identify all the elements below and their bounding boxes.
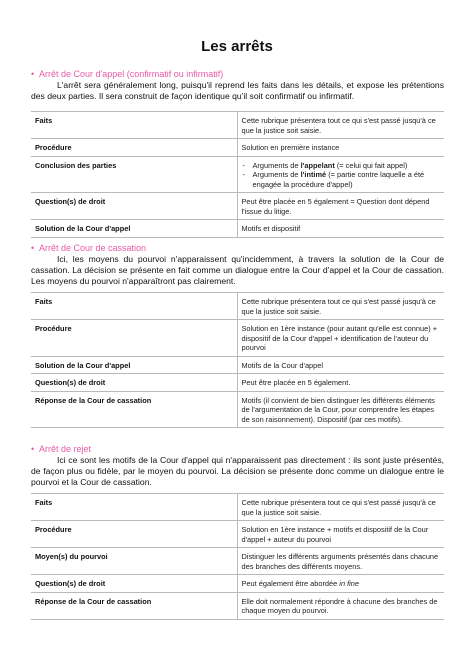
list-item: - Arguments de l'appelant (= celui qui fait appel) <box>242 161 441 171</box>
table-row <box>31 391 444 428</box>
bullet-icon: • <box>31 444 35 454</box>
row-label: Réponse de la Cour de cassation <box>31 592 237 619</box>
section-paragraph-arret-rejet: Ici ce sont les motifs de la Cour d'appel qui n'apparaissent pas directement : ils sont juste présentés, de façon plus ou fidèle, par le moyen du pourvoi. La décision se présente donc comme un dialogue entre le pourvoi et la Cour de cassation. <box>31 455 444 487</box>
table-row <box>31 156 444 193</box>
row-value: Peut être placée en 5 également. <box>237 374 444 392</box>
row-value: Cette rubrique présentera tout ce qui s'est passé jusqu'à ce que la justice soit saisie. <box>237 494 444 521</box>
row-label: Faits <box>31 112 237 139</box>
row-value: Solution en 1ère instance (pour autant qu'elle est connue) + dispositif de la Cour d'appel + identification de l'auteur du pourvoi <box>237 320 444 357</box>
table-row <box>31 374 444 392</box>
row-label: Procédure <box>31 320 237 357</box>
row-value: Distinguer les différents arguments présentés dans chacune des branches des différents moyens. <box>237 548 444 575</box>
table-row <box>31 592 444 619</box>
table-row <box>31 220 444 238</box>
table-row <box>31 494 444 521</box>
table-cour-appel <box>31 111 444 238</box>
row-value <box>237 156 444 193</box>
table-row <box>31 320 444 357</box>
bullet-icon: • <box>31 243 35 253</box>
table-row <box>31 548 444 575</box>
row-value: Peut également être abordée in fine <box>237 575 444 593</box>
row-label: Question(s) de droit <box>31 374 237 392</box>
section-heading-cour-cassation: • Arrêt de Cour de cassation <box>31 243 147 253</box>
section-paragraph-cour-cassation: Ici, les moyens du pourvoi n'apparaissent qu'incidemment, à travers la solution de la Cour de cassation. La décision se présente en fait comme un dialogue entre la Cour d'appel et la Cour de cassation. Les moyens du pourvoi n'apparaîtront pas clairement. <box>31 254 444 286</box>
row-value: Cette rubrique présentera tout ce qui s'est passé jusqu'à ce que la justice soit saisie. <box>237 293 444 320</box>
section-heading-arret-rejet: • Arrêt de rejet <box>31 444 92 454</box>
row-label: Solution de la Cour d'appel <box>31 356 237 374</box>
row-label: Faits <box>31 293 237 320</box>
page-title: Les arrêts <box>201 38 273 55</box>
table-row <box>31 521 444 548</box>
row-label: Réponse de la Cour de cassation <box>31 391 237 428</box>
row-label: Question(s) de droit <box>31 575 237 593</box>
row-value: Motifs de la Cour d'appel <box>237 356 444 374</box>
row-value: Peut être placée en 5 également = Question dont dépend l'issue du litige. <box>237 193 444 220</box>
table-cour-cassation <box>31 292 444 428</box>
row-value: Elle doit normalement répondre à chacune des branches de chaque moyen du pourvoi. <box>237 592 444 619</box>
row-label: Faits <box>31 494 237 521</box>
row-value: Motifs (il convient de bien distinguer les différents éléments de l'argumentation de la Cour, pour comprendre les étapes de son raisonnement). Dispositif (par ces motifs). <box>237 391 444 428</box>
row-label: Moyen(s) du pourvoi <box>31 548 237 575</box>
bullet-icon: • <box>31 69 35 79</box>
table-row <box>31 193 444 220</box>
table-arret-rejet <box>31 493 444 620</box>
row-label: Procédure <box>31 139 237 157</box>
table-row <box>31 356 444 374</box>
row-label: Solution de la Cour d'appel <box>31 220 237 238</box>
table-row <box>31 293 444 320</box>
table-row <box>31 139 444 157</box>
list-item: - Arguments de l'intimé (= partie contre laquelle a été engagée la procédure d'appel) <box>242 170 441 189</box>
table-row <box>31 112 444 139</box>
row-value: Cette rubrique présentera tout ce qui s'est passé jusqu'à ce que la justice soit saisie. <box>237 112 444 139</box>
section-paragraph-cour-appel: L'arrêt sera généralement long, puisqu'il reprend les faits dans les détails, et expose les prétentions des deux parties. Il sera construit de façon identique qu'il soit confirmatif ou infirmatif. <box>31 80 444 101</box>
row-label: Question(s) de droit <box>31 193 237 220</box>
row-value: Solution en première instance <box>237 139 444 157</box>
row-label: Conclusion des parties <box>31 156 237 193</box>
section-heading-cour-appel: • Arrêt de Cour d'appel (confirmatif ou infirmatif) <box>31 69 224 79</box>
table-row <box>31 575 444 593</box>
row-label: Procédure <box>31 521 237 548</box>
row-value: Motifs et dispositif <box>237 220 444 238</box>
arguments-list <box>242 161 441 190</box>
row-value: Solution en 1ère instance + motifs et dispositif de la Cour d'appel + auteur du pourvoi <box>237 521 444 548</box>
